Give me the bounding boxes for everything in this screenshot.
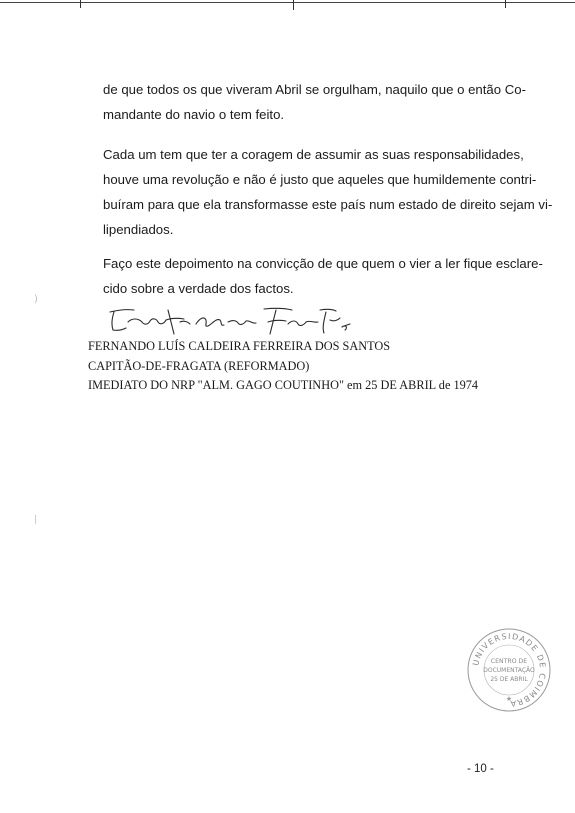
paragraph-line: cido sobre a verdade dos factos. xyxy=(103,281,294,296)
margin-mark xyxy=(35,515,36,524)
paragraph-2 xyxy=(103,142,553,242)
top-tick-mark xyxy=(80,0,81,8)
page-number: - 10 - xyxy=(467,763,494,775)
paragraph-line: lipendiados. xyxy=(103,222,174,237)
stamp-line: DOCUMENTAÇÃO xyxy=(483,667,535,674)
star-icon: ★ xyxy=(505,695,513,703)
signatory-role: IMEDIATO DO NRP "ALM. GAGO COUTINHO" em 25 DE ABRIL de 1974 xyxy=(88,378,479,392)
handwritten-signature xyxy=(104,300,354,340)
archive-stamp xyxy=(466,627,552,713)
paragraph-line: buíram para que ela transformasse este país num estado de direito sejam vi- xyxy=(103,197,553,212)
stamp-line: 25 DE ABRIL xyxy=(490,676,528,683)
signatory-name: FERNANDO LUÍS CALDEIRA FERREIRA DOS SANTOS xyxy=(88,339,391,353)
margin-mark: ) xyxy=(34,294,38,305)
stamp-line: CENTRO DE xyxy=(490,658,528,665)
top-border-line xyxy=(0,2,575,3)
top-tick-mark xyxy=(505,0,506,8)
paragraph-line: Cada um tem que ter a coragem de assumir as suas responsabilidades, xyxy=(103,147,524,162)
stamp-outer-text: UNIVERSIDADE DE COIMBRA xyxy=(471,631,548,709)
paragraph-line: Faço este depoimento na convicção de que quem o vier a ler fique esclare- xyxy=(103,256,543,271)
paragraph-3 xyxy=(103,251,543,301)
paragraph-line: houve uma revolução e não é justo que aqueles que humildemente contri- xyxy=(103,172,537,187)
paragraph-line: mandante do navio o tem feito. xyxy=(103,107,285,122)
paragraph-line: de que todos os que viveram Abril se orgulham, naquilo que o então Co- xyxy=(103,82,526,97)
paragraph-1 xyxy=(103,77,526,127)
signatory-rank: CAPITÃO-DE-FRAGATA (REFORMADO) xyxy=(88,358,310,373)
signature-block xyxy=(88,337,488,396)
top-tick-mark xyxy=(293,0,294,10)
